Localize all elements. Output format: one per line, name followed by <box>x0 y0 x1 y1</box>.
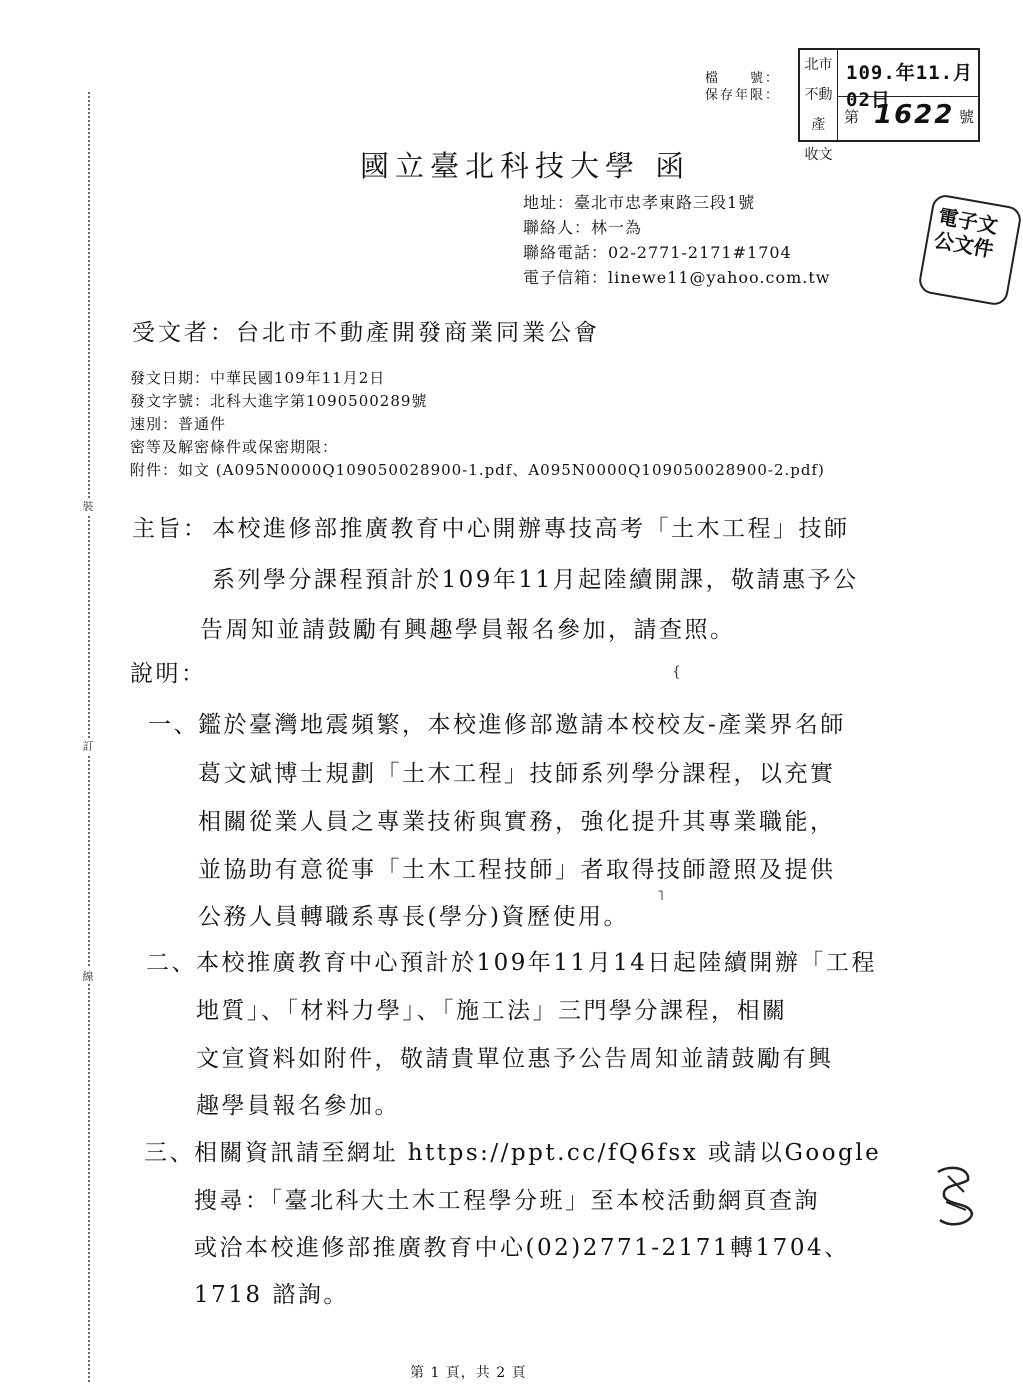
archive-number-label: 檔 號： <box>704 71 780 86</box>
dispatch-number: 發文字號：北科大進字第1090500289號 <box>130 392 428 410</box>
dispatch-date: 發文日期：中華民國109年11月2日 <box>130 369 386 387</box>
explanation-label: 說明： <box>130 661 207 687</box>
binding-mark-zhuang: 裝 <box>80 498 96 514</box>
subject-line: 告周知並請鼓勵有興趣學員報名參加，請查照。 <box>200 617 736 643</box>
item-line: 趣學員報名參加。 <box>196 1093 400 1119</box>
item-number: 二、 <box>146 950 197 976</box>
stamp-org-line: 北市 <box>804 57 833 73</box>
item-line: 地質」、「材料力學」、「施工法」三門學分課程，相關 <box>196 998 788 1024</box>
item-line: 或洽本校進修部推廣教育中心(02)2771-2171轉1704、 <box>194 1235 850 1261</box>
stamp-org-line: 不動產 <box>804 87 833 133</box>
electronic-document-stamp <box>917 193 1023 307</box>
page-footer: 第 1 頁，共 2 頁 <box>410 1365 527 1381</box>
retention-label: 保存年限： <box>704 88 780 103</box>
stamp-org-line: 收文 <box>804 147 833 163</box>
dispatch-speed: 速別：普通件 <box>130 415 227 433</box>
contact-email: 電子信箱：linewe11@yahoo.com.tw <box>523 268 831 287</box>
contact-person: 聯絡人：林一為 <box>523 218 643 237</box>
recipient: 受文者：台北市不動產開發商業同業公會 <box>132 320 600 346</box>
contact-address: 地址：臺北市忠孝東路三段1號 <box>523 193 756 212</box>
secrecy-level: 密等及解密條件或保密期限： <box>130 438 339 456</box>
item-number: 三、 <box>144 1140 195 1166</box>
document-title: 國立臺北科技大學 函 <box>360 149 691 183</box>
receipt-number-prefix: 第 <box>844 108 860 126</box>
contact-block <box>523 190 830 290</box>
item-line: 相關資訊請至網址 https://ppt.cc/fQ6fsx 或請以Google <box>194 1140 882 1166</box>
item-line: 公務人員轉職系專長(學分)資歷使用。 <box>198 904 629 930</box>
subject-line: 本校進修部推廣教育中心開辦專技高考「土木工程」技師 <box>212 516 850 542</box>
binding-mark-ding: 訂 <box>80 738 96 754</box>
pen-mark: { <box>672 664 681 680</box>
item-line: 本校推廣教育中心預計於109年11月14日起陸續開辦「工程 <box>196 950 877 976</box>
item-line: 1718 諮詢。 <box>194 1282 349 1308</box>
item-line: 並協助有意從事「土木工程技師」者取得技師證照及提供 <box>198 857 836 883</box>
item-line: 搜尋：「臺北科大土木工程學分班」至本校活動網頁查詢 <box>194 1188 820 1214</box>
item-line: 鑑於臺灣地震頻繁，本校進修部邀請本校校友-產業界名師 <box>198 712 846 738</box>
pen-scribble-mark <box>930 1162 980 1232</box>
item-number: 一、 <box>148 712 199 738</box>
receipt-number: 1622 <box>874 100 955 130</box>
item-line: 葛文斌博士規劃「土木工程」技師系列學分課程，以充實 <box>198 761 836 787</box>
e-stamp-line: 公文件 <box>932 227 996 262</box>
item-line: 文宣資料如附件，敬請貴單位惠予公告周知並請鼓勵有興 <box>196 1046 834 1072</box>
receipt-date: 109.年11.月02日 <box>846 62 974 111</box>
item-line: 相關從業人員之專業技術與實務，強化提升其專業職能， <box>198 809 836 835</box>
contact-phone: 聯絡電話：02-2771-2171#1704 <box>523 243 792 262</box>
pen-mark: ˥ <box>657 888 664 904</box>
subject-label: 主旨： <box>132 516 209 542</box>
subject-line: 系列學分課程預計於109年11月起陸續開課，敬請惠予公 <box>212 567 859 593</box>
receipt-number-suffix: 號 <box>958 108 974 126</box>
dispatch-meta <box>130 367 825 482</box>
binding-mark-xian: 線 <box>80 968 96 984</box>
attachment-info: 附件：如文 (A095N0000Q109050028900-1.pdf、A095N0000Q109050028900-2.pdf) <box>130 461 825 479</box>
e-stamp-line: 電子文 <box>936 204 1000 239</box>
